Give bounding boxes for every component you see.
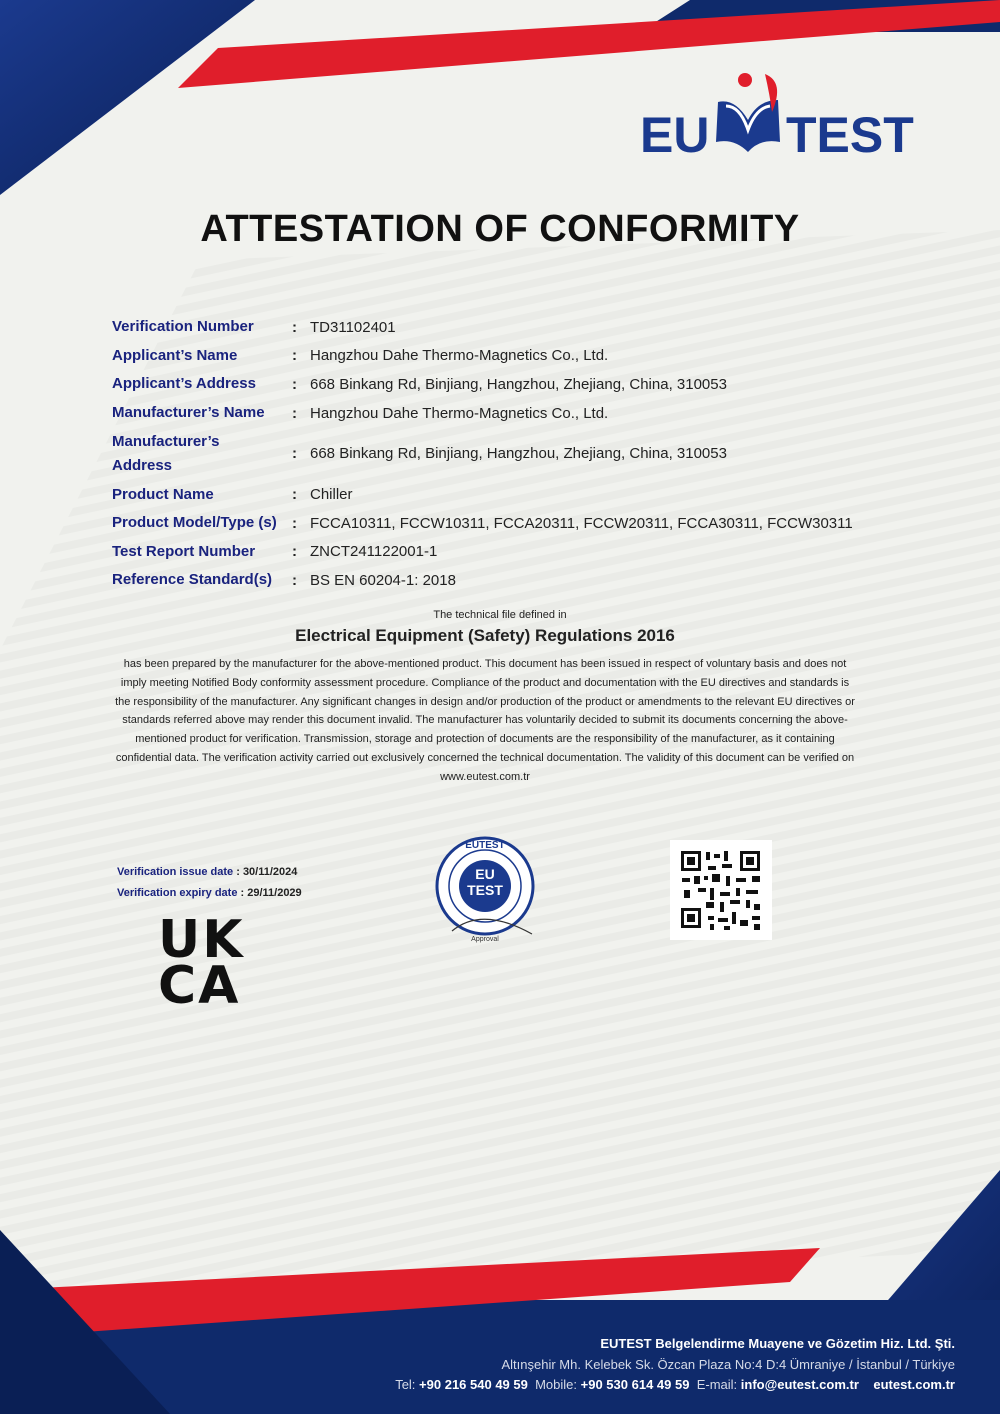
field-value: Hangzhou Dahe Thermo-Magnetics Co., Ltd. [310, 404, 609, 422]
footer-company-name: EUTEST Belgelendirme Muayene ve Gözetim Hiz. Ltd. Şti. [600, 1336, 955, 1351]
field-colon: : [292, 347, 297, 365]
issue-date-label: Verification issue date [117, 866, 234, 878]
field-row [112, 313, 932, 342]
field-label: Test Report Number [112, 542, 256, 560]
field-colon: : [292, 445, 297, 463]
field-value: FCCA10311, FCCW10311, FCCA20311, FCCW20311, FCCA30311, FCCW30311 [310, 514, 853, 532]
technical-body-text: has been prepared by the manufacturer for the above-mentioned product. This document has been issued in respect of voluntary basis and does not imply meeting Notified Body conformity assessment procedure. Compliance of the product and documentation with the EU directives and standards is the responsibility of the manufacturer. Any significant changes in design and/or production of the product or amendments to the relevant EU directives or standards referred above may render this document invalid. The manufacturer has voluntarily decided to submit its documents concerning the above-mentioned product for verification. Transmission, storage and protection of documents are the responsibility of the manufacturer, as it containing confidential data. The verification activity carried out exclusively concerned the technical documentation. The validity of this document can be verified on www.eutest.com.tr [115, 658, 855, 783]
mobile-label: Mobile: [535, 1377, 578, 1392]
field-row [112, 370, 932, 399]
expiry-date-value: 29/11/2029 [247, 887, 302, 899]
field-value: 668 Binkang Rd, Binjiang, Hangzhou, Zhejiang, China, 310053 [310, 375, 727, 393]
field-row [112, 399, 932, 428]
verification-dates: Verification issue date : 30/11/2024 Verification expiry date : 29/11/2029 [117, 866, 302, 899]
seal-center-test: TEST [467, 882, 503, 898]
field-value: BS EN 60204-1: 2018 [310, 571, 456, 589]
field-label: Applicant’s Name [112, 346, 238, 364]
mobile-value[interactable]: +90 530 614 49 59 [580, 1377, 690, 1392]
ukca-line-1: UK [158, 910, 245, 970]
tel-label: Tel: [395, 1377, 416, 1392]
technical-file-intro: The technical file defined in [433, 609, 567, 621]
field-value: Chiller [310, 486, 353, 504]
expiry-date-label: Verification expiry date [117, 887, 238, 899]
verification-qr-code[interactable] [670, 840, 772, 940]
certificate-fields [112, 313, 932, 595]
tel-value[interactable]: +90 216 540 49 59 [419, 1377, 528, 1392]
website-link[interactable]: eutest.com.tr [873, 1377, 955, 1392]
field-label: Product Model/Type (s) [112, 514, 277, 532]
field-row [112, 538, 932, 567]
footer-contact [395, 1377, 955, 1392]
field-value: Hangzhou Dahe Thermo-Magnetics Co., Ltd. [310, 347, 609, 365]
seal-approval: Approval [471, 936, 499, 943]
seal-center-eu: EU [475, 866, 495, 882]
field-row [112, 480, 932, 509]
field-label: Applicant’s Address [112, 375, 256, 393]
footer-address: Altınşehir Mh. Kelebek Sk. Özcan Plaza No:4 D:4 Ümraniye / İstanbul / Türkiye [501, 1357, 955, 1372]
field-label: Manufacturer’s Address [112, 432, 220, 474]
qr-code-icon [670, 840, 772, 940]
ukca-line-2: CA [158, 956, 241, 1016]
seal-top-text: EUTEST [465, 840, 505, 851]
field-value: 668 Binkang Rd, Binjiang, Hangzhou, Zhejiang, China, 310053 [310, 445, 727, 463]
field-colon: : [292, 543, 297, 561]
field-row [112, 566, 932, 595]
field-row [112, 427, 932, 480]
field-row [112, 509, 932, 538]
ukca-mark [158, 910, 245, 1016]
field-label: Verification Number [112, 318, 254, 336]
logo-text-eu: EU [640, 107, 710, 163]
field-colon: : [292, 486, 297, 504]
field-label: Product Name [112, 485, 214, 503]
field-label: Reference Standard(s) [112, 571, 273, 589]
field-colon: : [292, 404, 297, 422]
regulation-title: Electrical Equipment (Safety) Regulations 2016 [295, 626, 675, 645]
page-title: ATTESTATION OF CONFORMITY [200, 208, 800, 250]
field-value: ZNCT241122001-1 [310, 543, 438, 561]
field-value: TD31102401 [310, 318, 396, 336]
book-feather-icon [710, 72, 790, 160]
eutest-logo [640, 68, 940, 164]
email-link[interactable]: info@eutest.com.tr [740, 1377, 859, 1392]
issue-date-value: 30/11/2024 [242, 866, 298, 878]
field-colon: : [292, 375, 297, 393]
field-colon: : [292, 514, 297, 532]
eutest-seal [432, 836, 538, 942]
field-colon: : [292, 318, 297, 336]
field-colon: : [292, 571, 297, 589]
logo-text-test: TEST [786, 107, 914, 163]
field-row [112, 342, 932, 371]
field-label: Manufacturer’s Name [112, 404, 265, 422]
email-label: E-mail: [696, 1377, 738, 1392]
